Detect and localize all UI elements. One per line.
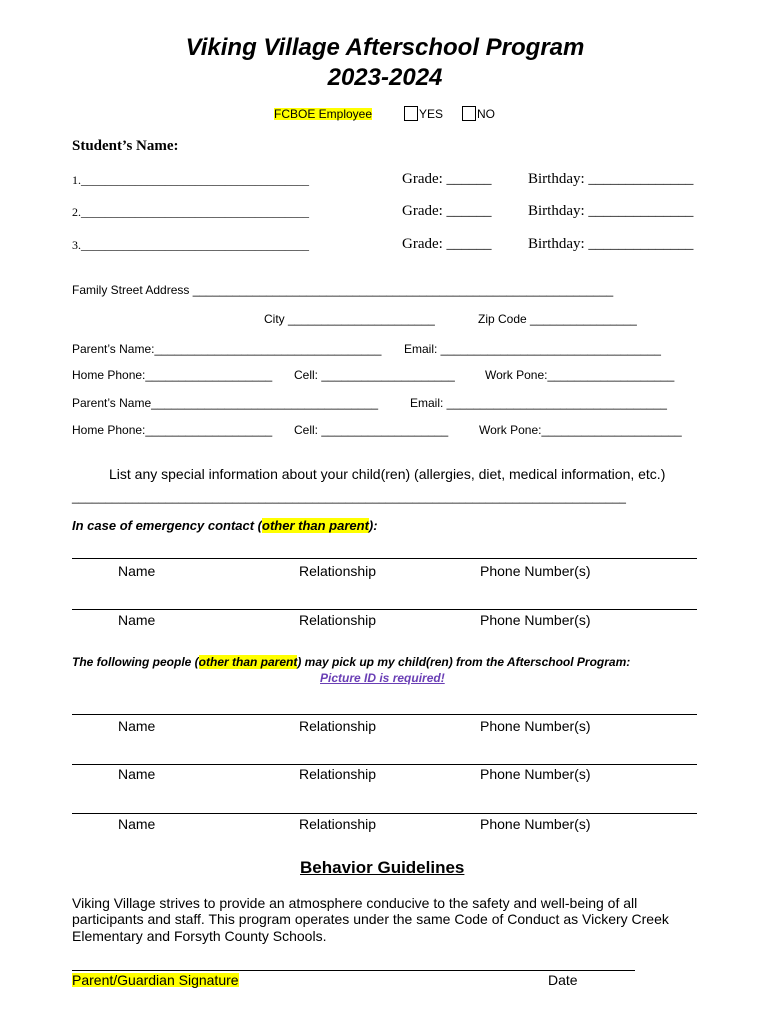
student-birthday-field[interactable]: Birthday: ______________ [528,203,694,219]
work-phone-field[interactable]: Work Pone:_____________________ [479,423,682,437]
date-label: Date [548,972,578,988]
form-title: Viking Village Afterschool Program [185,34,585,61]
phone-column-label: Phone Number(s) [480,718,591,734]
student-grade-field[interactable]: Grade: ______ [402,171,492,187]
name-column-label: Name [118,766,156,782]
behavior-paragraph-line: Elementary and Forsyth County Schools. [72,928,327,944]
parent-signature-label: Parent/Guardian Signature [72,972,239,988]
student-name-field[interactable]: 1.______________________________________ [72,173,309,187]
no-label: NO [477,107,495,121]
student-birthday-field[interactable]: Birthday: ______________ [528,171,694,187]
work-phone-field[interactable]: Work Pone:___________________ [485,368,675,382]
no-checkbox[interactable] [462,106,476,121]
name-column-label: Name [118,563,156,579]
phone-column-label: Phone Number(s) [480,816,591,832]
relationship-column-label: Relationship [299,612,377,628]
picture-id-note: Picture ID is required! [320,671,445,685]
emergency-heading: In case of emergency contact (other than parent): [72,518,378,533]
name-column-label: Name [118,612,156,628]
special-info-prompt: List any special information about your child(ren) (allergies, diet, medical information, etc.) [109,466,666,482]
behavior-paragraph-line: participants and staff. This program operates under the same Code of Conduct as Vickery Creek [72,911,669,927]
behavior-paragraph-line: Viking Village strives to provide an atmosphere conducive to the safety and well-being of all [72,895,638,911]
cell-phone-field[interactable]: Cell: ____________________ [294,368,455,382]
parent-email-field[interactable]: Email: _________________________________ [410,396,667,410]
parent-name-field[interactable]: Parent’s Name__________________________________ [72,396,379,410]
cell-phone-field[interactable]: Cell: ___________________ [294,423,449,437]
relationship-column-label: Relationship [299,563,377,579]
zip-code-field[interactable]: Zip Code ________________ [478,312,637,326]
parent-email-field[interactable]: Email: _________________________________ [404,342,661,356]
pickup-contact-line[interactable] [72,813,697,814]
students-heading: Student’s Name: [72,138,179,154]
yes-label: YES [419,107,444,121]
signature-line[interactable] [72,970,635,971]
phone-column-label: Phone Number(s) [480,766,591,782]
pickup-contact-line[interactable] [72,714,697,715]
phone-column-label: Phone Number(s) [480,612,591,628]
relationship-column-label: Relationship [299,816,377,832]
parent-name-field[interactable]: Parent’s Name:__________________________________ [72,342,382,356]
student-birthday-field[interactable]: Birthday: ______________ [528,236,694,252]
phone-column-label: Phone Number(s) [480,563,591,579]
student-name-field[interactable]: 3.______________________________________ [72,238,309,252]
name-column-label: Name [118,718,156,734]
family-address-field[interactable]: Family Street Address _______________________________________________________________ [72,283,614,297]
form-year: 2023-2024 [327,64,443,91]
pickup-contact-line[interactable] [72,764,697,765]
student-grade-field[interactable]: Grade: ______ [402,236,492,252]
name-column-label: Name [118,816,156,832]
home-phone-field[interactable]: Home Phone:___________________ [72,368,273,382]
yes-checkbox[interactable] [404,106,418,121]
city-field[interactable]: City ______________________ [264,312,435,326]
emergency-contact-line[interactable] [72,609,697,610]
special-info-field[interactable]: ___________________________________________________________________________________ [72,490,626,504]
student-grade-field[interactable]: Grade: ______ [402,203,492,219]
relationship-column-label: Relationship [299,718,377,734]
emergency-contact-line[interactable] [72,558,697,559]
relationship-column-label: Relationship [299,766,377,782]
behavior-heading: Behavior Guidelines [300,858,465,877]
home-phone-field[interactable]: Home Phone:___________________ [72,423,273,437]
pickup-heading: The following people (other than parent) may pick up my child(ren) from the Afterschool Program: [72,655,631,669]
fcboe-employee-label: FCBOE Employee [274,107,373,121]
student-name-field[interactable]: 2.______________________________________ [72,205,309,219]
